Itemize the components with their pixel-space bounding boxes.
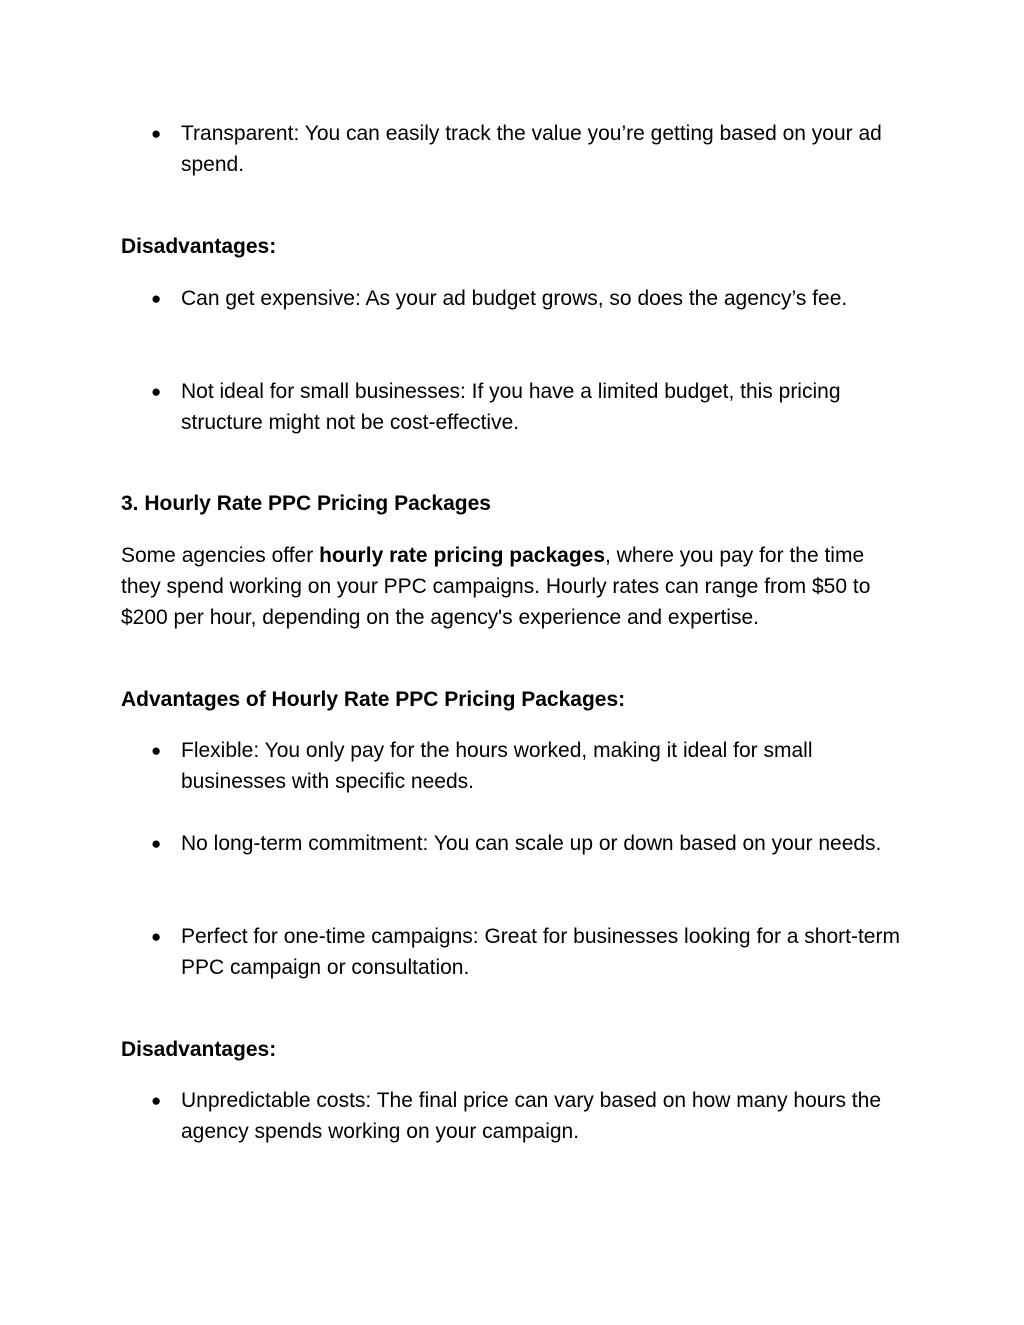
list-item	[121, 735, 911, 797]
list-item-text: Unpredictable costs: The final price can vary based on how many hours the agency spends working on your campaign.	[181, 1089, 881, 1143]
list-item-text: Perfect for one-time campaigns: Great for businesses looking for a short-term PPC campaign or consultation.	[181, 925, 900, 979]
bullet-icon: ●	[151, 382, 162, 401]
intro-suffix: , where you pay for the time they spend working on your PPC campaigns. Hourly rates can range from $50 to $200 per hour, depending on the agency's experience and expertise.	[121, 544, 871, 629]
intro-bold-term: hourly rate pricing packages	[319, 544, 606, 567]
list-item	[121, 118, 911, 180]
bullet-icon: ●	[151, 289, 162, 308]
list-item-text: Flexible: You only pay for the hours worked, making it ideal for small businesses with specific needs.	[181, 739, 813, 793]
disadvantages-heading: Disadvantages:	[121, 235, 277, 258]
intro-paragraph	[121, 540, 906, 633]
list-item	[121, 283, 911, 314]
section-heading: 3. Hourly Rate PPC Pricing Packages	[121, 492, 491, 515]
disadvantages-heading: Disadvantages:	[121, 1038, 277, 1061]
list-item-text: No long-term commitment: You can scale up or down based on your needs.	[181, 832, 882, 855]
list-item	[121, 921, 911, 983]
advantages-heading: Advantages of Hourly Rate PPC Pricing Packages:	[121, 688, 626, 711]
bullet-icon: ●	[151, 927, 162, 946]
list-item	[121, 1085, 911, 1147]
list-item-text: Transparent: You can easily track the value you’re getting based on your ad spend.	[181, 122, 882, 176]
bullet-icon: ●	[151, 124, 162, 143]
list-item-text: Not ideal for small businesses: If you have a limited budget, this pricing structure might not be cost-effective.	[181, 380, 841, 434]
bullet-icon: ●	[151, 741, 162, 760]
bullet-icon: ●	[151, 1091, 162, 1110]
list-item	[121, 828, 911, 859]
bullet-icon: ●	[151, 834, 162, 853]
list-item-text: Can get expensive: As your ad budget grows, so does the agency’s fee.	[181, 287, 848, 310]
intro-prefix: Some agencies offer	[121, 544, 320, 567]
list-item	[121, 376, 911, 438]
